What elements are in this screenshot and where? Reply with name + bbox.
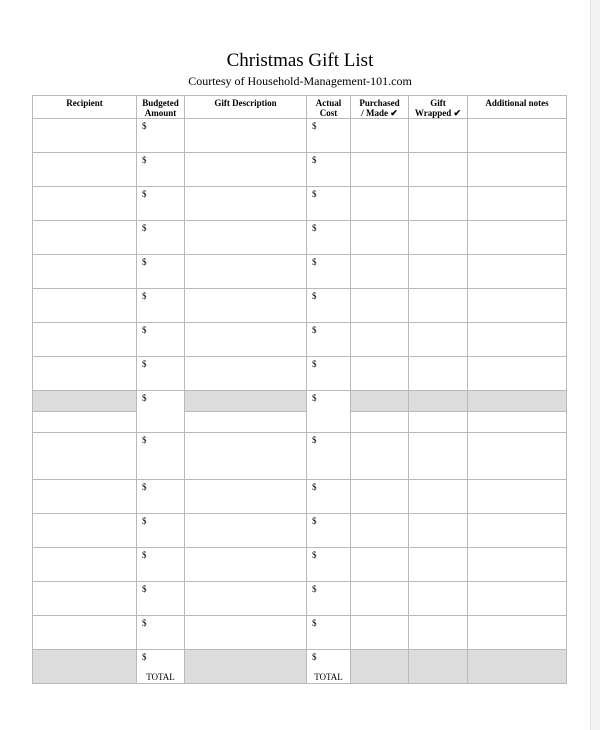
wrapped-cell[interactable] xyxy=(409,514,468,548)
table-row xyxy=(33,548,567,582)
purchased-cell[interactable] xyxy=(351,582,409,616)
wrapped-cell[interactable] xyxy=(409,412,468,433)
purchased-cell[interactable] xyxy=(351,433,409,480)
actual-cost-cell[interactable]: $ xyxy=(307,187,351,221)
notes-cell[interactable] xyxy=(468,433,567,480)
budgeted-cell[interactable]: $ xyxy=(137,119,185,153)
purchased-cell[interactable] xyxy=(351,412,409,433)
budgeted-cell[interactable]: $ xyxy=(137,616,185,650)
actual-cost-cell[interactable]: $ xyxy=(307,391,351,433)
gift-description-cell[interactable] xyxy=(185,153,307,187)
notes-cell[interactable] xyxy=(468,391,567,412)
purchased-cell[interactable] xyxy=(351,480,409,514)
recipient-cell[interactable] xyxy=(33,187,137,221)
wrapped-cell[interactable] xyxy=(409,289,468,323)
notes-cell[interactable] xyxy=(468,514,567,548)
wrapped-cell[interactable] xyxy=(409,323,468,357)
shaded-row-continuation xyxy=(33,412,567,433)
purchased-cell[interactable] xyxy=(351,391,409,412)
recipient-cell[interactable] xyxy=(33,153,137,187)
table-row xyxy=(33,221,567,255)
table-row xyxy=(33,323,567,357)
gift-description-cell[interactable] xyxy=(185,433,307,480)
purchased-cell[interactable] xyxy=(351,514,409,548)
budgeted-cell[interactable]: $ xyxy=(137,221,185,255)
gift-description-cell[interactable] xyxy=(185,616,307,650)
notes-cell[interactable] xyxy=(468,616,567,650)
gift-list-table xyxy=(32,95,567,684)
recipient-cell[interactable] xyxy=(33,119,137,153)
gift-description-cell[interactable] xyxy=(185,221,307,255)
actual-cost-cell[interactable]: $ xyxy=(307,357,351,391)
budgeted-cell[interactable]: $ xyxy=(137,357,185,391)
total-row xyxy=(33,650,567,684)
purchased-cell[interactable] xyxy=(351,153,409,187)
budgeted-cell[interactable]: $ xyxy=(137,548,185,582)
gift-description-cell xyxy=(185,650,307,684)
actual-cost-cell[interactable]: $ xyxy=(307,119,351,153)
notes-cell[interactable] xyxy=(468,412,567,433)
header-additional-notes: Additional notes xyxy=(468,96,567,119)
recipient-cell[interactable] xyxy=(33,433,137,480)
notes-cell[interactable] xyxy=(468,187,567,221)
wrapped-cell[interactable] xyxy=(409,480,468,514)
notes-cell[interactable] xyxy=(468,480,567,514)
wrapped-cell[interactable] xyxy=(409,357,468,391)
recipient-cell[interactable] xyxy=(33,221,137,255)
header-gift-wrapped: Gift Wrapped ✔ xyxy=(409,96,468,119)
purchased-cell[interactable] xyxy=(351,548,409,582)
header-actual-cost: Actual Cost xyxy=(307,96,351,119)
notes-cell[interactable] xyxy=(468,153,567,187)
actual-cost-cell[interactable]: $ xyxy=(307,582,351,616)
recipient-cell[interactable] xyxy=(33,391,137,412)
wrapped-cell[interactable] xyxy=(409,221,468,255)
table-row xyxy=(33,433,567,480)
wrapped-cell[interactable] xyxy=(409,391,468,412)
gift-description-cell[interactable] xyxy=(185,289,307,323)
gift-description-cell[interactable] xyxy=(185,391,307,412)
budgeted-total-label: TOTAL xyxy=(146,672,175,682)
budgeted-cell[interactable]: $ xyxy=(137,433,185,480)
notes-cell[interactable] xyxy=(468,255,567,289)
wrapped-cell[interactable] xyxy=(409,153,468,187)
actual-cost-cell[interactable]: $ xyxy=(307,433,351,480)
header-gift-description: Gift Description xyxy=(185,96,307,119)
budgeted-total-cell[interactable]: $ TOTAL xyxy=(137,650,185,684)
actual-cost-cell[interactable]: $ xyxy=(307,548,351,582)
budgeted-cell[interactable]: $ xyxy=(137,255,185,289)
gift-description-cell[interactable] xyxy=(185,514,307,548)
table-row xyxy=(33,119,567,153)
recipient-cell[interactable] xyxy=(33,357,137,391)
budgeted-cell[interactable]: $ xyxy=(137,289,185,323)
gift-description-cell[interactable] xyxy=(185,582,307,616)
table-row xyxy=(33,289,567,323)
actual-cost-cell[interactable]: $ xyxy=(307,153,351,187)
table-row xyxy=(33,187,567,221)
wrapped-cell[interactable] xyxy=(409,548,468,582)
recipient-cell[interactable] xyxy=(33,548,137,582)
purchased-cell[interactable] xyxy=(351,289,409,323)
wrapped-cell[interactable] xyxy=(409,616,468,650)
notes-cell[interactable] xyxy=(468,221,567,255)
wrapped-cell[interactable] xyxy=(409,255,468,289)
recipient-cell[interactable] xyxy=(33,255,137,289)
budgeted-cell[interactable]: $ xyxy=(137,153,185,187)
recipient-cell xyxy=(33,650,137,684)
gift-description-cell[interactable] xyxy=(185,119,307,153)
notes-cell xyxy=(468,650,567,684)
recipient-cell[interactable] xyxy=(33,514,137,548)
table-row xyxy=(33,153,567,187)
budgeted-cell[interactable]: $ xyxy=(137,480,185,514)
actual-cost-cell[interactable]: $ xyxy=(307,255,351,289)
actual-cost-cell[interactable]: $ xyxy=(307,616,351,650)
actual-cost-cell[interactable]: $ xyxy=(307,221,351,255)
gift-description-cell[interactable] xyxy=(185,548,307,582)
gift-description-cell[interactable] xyxy=(185,357,307,391)
recipient-cell[interactable] xyxy=(33,616,137,650)
header-purchased-made: Purchased / Made ✔ xyxy=(351,96,409,119)
page-title: Christmas Gift List xyxy=(226,50,374,71)
purchased-cell[interactable] xyxy=(351,323,409,357)
actual-cost-cell[interactable]: $ xyxy=(307,289,351,323)
shaded-row xyxy=(33,391,567,412)
notes-cell[interactable] xyxy=(468,582,567,616)
recipient-cell[interactable] xyxy=(33,289,137,323)
notes-cell[interactable] xyxy=(468,323,567,357)
budgeted-cell[interactable]: $ xyxy=(137,391,185,433)
page-subtitle: Courtesy of Household-Management-101.com xyxy=(188,74,412,88)
wrapped-cell[interactable] xyxy=(409,187,468,221)
table-row xyxy=(33,357,567,391)
purchased-cell[interactable] xyxy=(351,357,409,391)
purchased-cell[interactable] xyxy=(351,187,409,221)
page-edge xyxy=(590,0,600,730)
recipient-cell[interactable] xyxy=(33,323,137,357)
header-budgeted-amount: Budgeted Amount xyxy=(137,96,185,119)
header-row xyxy=(33,96,567,119)
purchased-cell[interactable] xyxy=(351,255,409,289)
gift-description-cell[interactable] xyxy=(185,323,307,357)
recipient-cell[interactable] xyxy=(33,582,137,616)
actual-cost-cell[interactable]: $ xyxy=(307,514,351,548)
purchased-cell[interactable] xyxy=(351,119,409,153)
purchased-cell[interactable] xyxy=(351,221,409,255)
gift-description-cell[interactable] xyxy=(185,255,307,289)
notes-cell[interactable] xyxy=(468,548,567,582)
actual-cost-cell[interactable]: $ xyxy=(307,323,351,357)
wrapped-cell[interactable] xyxy=(409,119,468,153)
recipient-cell[interactable] xyxy=(33,480,137,514)
notes-cell[interactable] xyxy=(468,357,567,391)
table-row xyxy=(33,616,567,650)
gift-description-cell[interactable] xyxy=(185,187,307,221)
wrapped-cell[interactable] xyxy=(409,433,468,480)
table-row xyxy=(33,480,567,514)
actual-cost-cell[interactable]: $ xyxy=(307,480,351,514)
budgeted-cell[interactable]: $ xyxy=(137,323,185,357)
purchased-cell[interactable] xyxy=(351,616,409,650)
wrapped-cell xyxy=(409,650,468,684)
budgeted-cell[interactable]: $ xyxy=(137,514,185,548)
gift-description-cell[interactable] xyxy=(185,412,307,433)
budgeted-cell[interactable]: $ xyxy=(137,187,185,221)
gift-description-cell[interactable] xyxy=(185,480,307,514)
budgeted-cell[interactable]: $ xyxy=(137,582,185,616)
recipient-cell[interactable] xyxy=(33,412,137,433)
purchased-cell xyxy=(351,650,409,684)
header-recipient: Recipient xyxy=(33,96,137,119)
notes-cell[interactable] xyxy=(468,119,567,153)
table-row xyxy=(33,582,567,616)
notes-cell[interactable] xyxy=(468,289,567,323)
actual-total-label: TOTAL xyxy=(314,672,343,682)
actual-total-cell[interactable]: $ TOTAL xyxy=(307,650,351,684)
table-row xyxy=(33,255,567,289)
wrapped-cell[interactable] xyxy=(409,582,468,616)
table-row xyxy=(33,514,567,548)
